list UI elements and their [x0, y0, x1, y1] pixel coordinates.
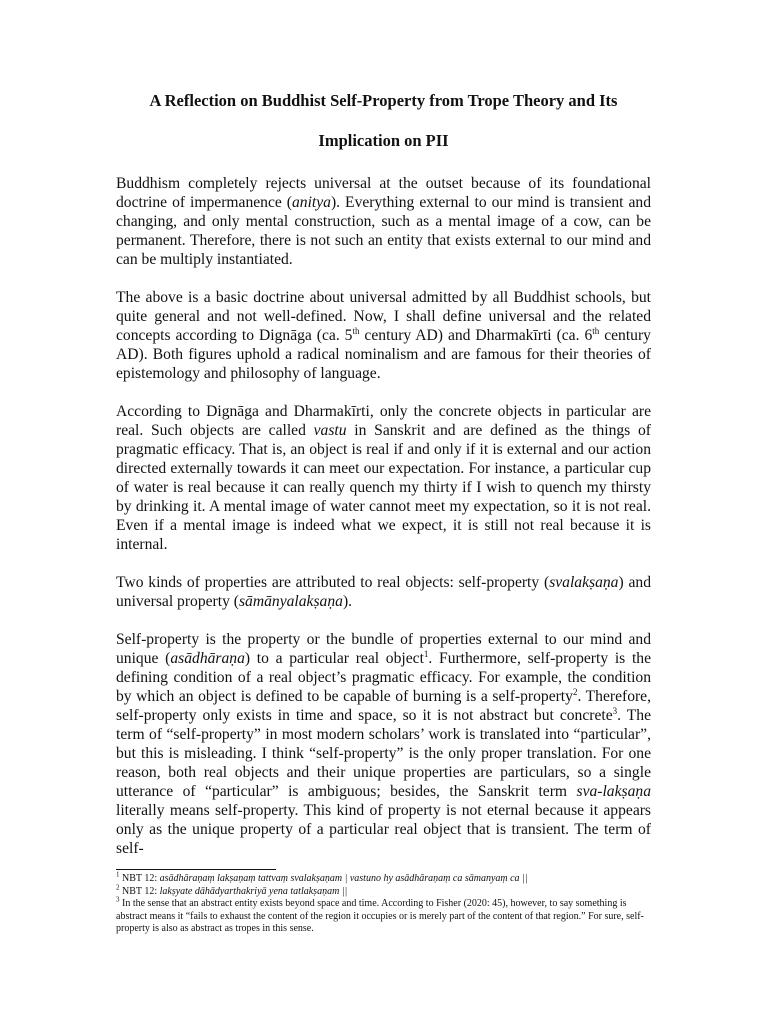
footnote-1-label: NBT 12:	[119, 873, 160, 884]
paragraph-3-text-c: in Sanskrit and are defined as the things of pragmatic efficacy. That is, an object is real if and only if it is external and our action directed externally towards it can meet our expectation. For instance, a particular cup of water is real because it can really quench my thirty if I wish to quench my thirsty by drinking it. A mental image of water cannot meet my expectation, so it is not real. Even if a mental image is indeed what we expect, it is still not real because it is internal.	[116, 422, 651, 553]
paragraph-4-term-svalaksana: svalakṣaṇa	[549, 574, 619, 591]
paragraph-2-superscript-2: th	[592, 325, 600, 336]
footnote-ref-3[interactable]: 3	[612, 705, 618, 716]
footnote-3-text: In the sense that an abstract entity exists beyond space and time. According to Fisher (2020: 45), however, to say something is abstract means it “fails to exhaust the content of the region it occupies or is merely part of the content of that region.” For sure, self-property is also as abstract as tropes in this sense.	[116, 898, 644, 934]
paragraph-3-text-a: According to Dignāga and Dharmakīrti, only the concrete objects in particular are real. Such objects are called	[116, 403, 651, 439]
paragraph-1-term-anitya: anitya	[292, 194, 331, 211]
paragraph-3	[116, 402, 651, 554]
paragraph-3-term-vastu: vastu	[313, 422, 347, 439]
paragraph-1	[116, 174, 651, 269]
paragraph-4-text-a: Two kinds of properties are attributed to real objects: self-property (	[116, 574, 550, 591]
paragraph-5-text-c: ) to a particular real object	[244, 650, 424, 667]
paragraph-5	[116, 630, 651, 858]
paragraph-5-term-asadharana: asādhāraṇa	[170, 650, 245, 667]
paragraph-5-term-sva-laksana: sva-lakṣaṇa	[576, 783, 651, 800]
footnote-ref-2[interactable]: 2	[572, 686, 578, 697]
paper-title-line-1: A Reflection on Buddhist Self-Property from Trope Theory and Its	[149, 91, 618, 110]
paragraph-2-text-b: century AD) and Dharmakīrti (ca. 6	[359, 327, 593, 344]
paragraph-4-term-samanyalaksana: sāmānyalakṣaṇa	[238, 593, 343, 610]
paragraph-5-text-f: . The term of “self-property” in most modern scholars’ work is translated into “particular”, but this is misleading. I think “self-property” is the only proper translation. For one reason, both real objects and their unique properties are particulars, so a single utterance of “particular” is ambiguous; besides, the Sanskrit term	[116, 707, 651, 800]
footnote-1	[116, 870, 651, 886]
paragraph-1-text-a: Buddhism completely rejects universal at the outset because of its foundational doctrine of impermanence (	[116, 175, 651, 211]
paragraph-2-text-a: The above is a basic doctrine about universal admitted by all Buddhist schools, but quite general and not well-defined. Now, I shall define universal and the related concepts according to Dignāga (ca. 5	[116, 289, 651, 344]
footnote-2	[116, 883, 651, 899]
footnote-separator	[116, 869, 276, 870]
footnote-3	[116, 895, 651, 936]
paragraph-2-text-c: century AD). Both figures uphold a radical nominalism and are famous for their theories of epistemology and philosophy of language.	[116, 327, 651, 382]
paper-title-line-2: Implication on PII	[318, 131, 449, 150]
paragraph-4-text-e: ).	[342, 593, 353, 610]
paragraph-5-text-a: Self-property is the property or the bundle of properties external to our mind and unique (	[116, 631, 651, 667]
paper-page	[116, 92, 651, 877]
paragraph-5-text-e: . Therefore, self-property only exists in time and space, so it is not abstract but concrete	[116, 688, 652, 724]
footnote-1-text: asādhāraṇaṃ lakṣaṇaṃ tattvaṃ svalakṣaṇam | vastuno hy asādhāraṇaṃ ca sāmanyaṃ ca ||	[159, 873, 528, 884]
paragraph-5-text-h: literally means self-property. This kind of property is not eternal because it appears only as the unique property of a particular real object that is transient. The term of self-	[116, 802, 651, 857]
footnotes	[116, 870, 651, 936]
footnote-2-mark: 2	[116, 883, 120, 892]
paragraph-4-text-c: ) and universal property (	[116, 574, 651, 610]
paragraph-2	[116, 288, 651, 383]
paragraph-4	[116, 573, 651, 611]
footnote-2-text: lakṣyate dāhādyarthakriyā yena tatlakṣaṇam ||	[159, 885, 348, 897]
paragraph-5-text-d: . Furthermore, self-property is the defining condition of a real object’s pragmatic efficacy. For example, the condition by which an object is defined to be capable of burning is a self-property	[116, 650, 651, 705]
paragraph-1-text-c: ). Everything external to our mind is transient and changing, and only mental construction, such as a mental image of a cow, can be permanent. Therefore, there is not such an entity that exists external to our mind and can be multiply instantiated.	[116, 194, 651, 268]
paper-body	[116, 174, 651, 858]
paragraph-2-superscript-1: th	[352, 325, 360, 336]
footnote-ref-1[interactable]: 1	[423, 648, 429, 659]
footnote-1-mark: 1	[116, 870, 120, 879]
footnote-2-label: NBT 12:	[119, 885, 160, 897]
footnote-3-mark: 3	[116, 895, 120, 904]
